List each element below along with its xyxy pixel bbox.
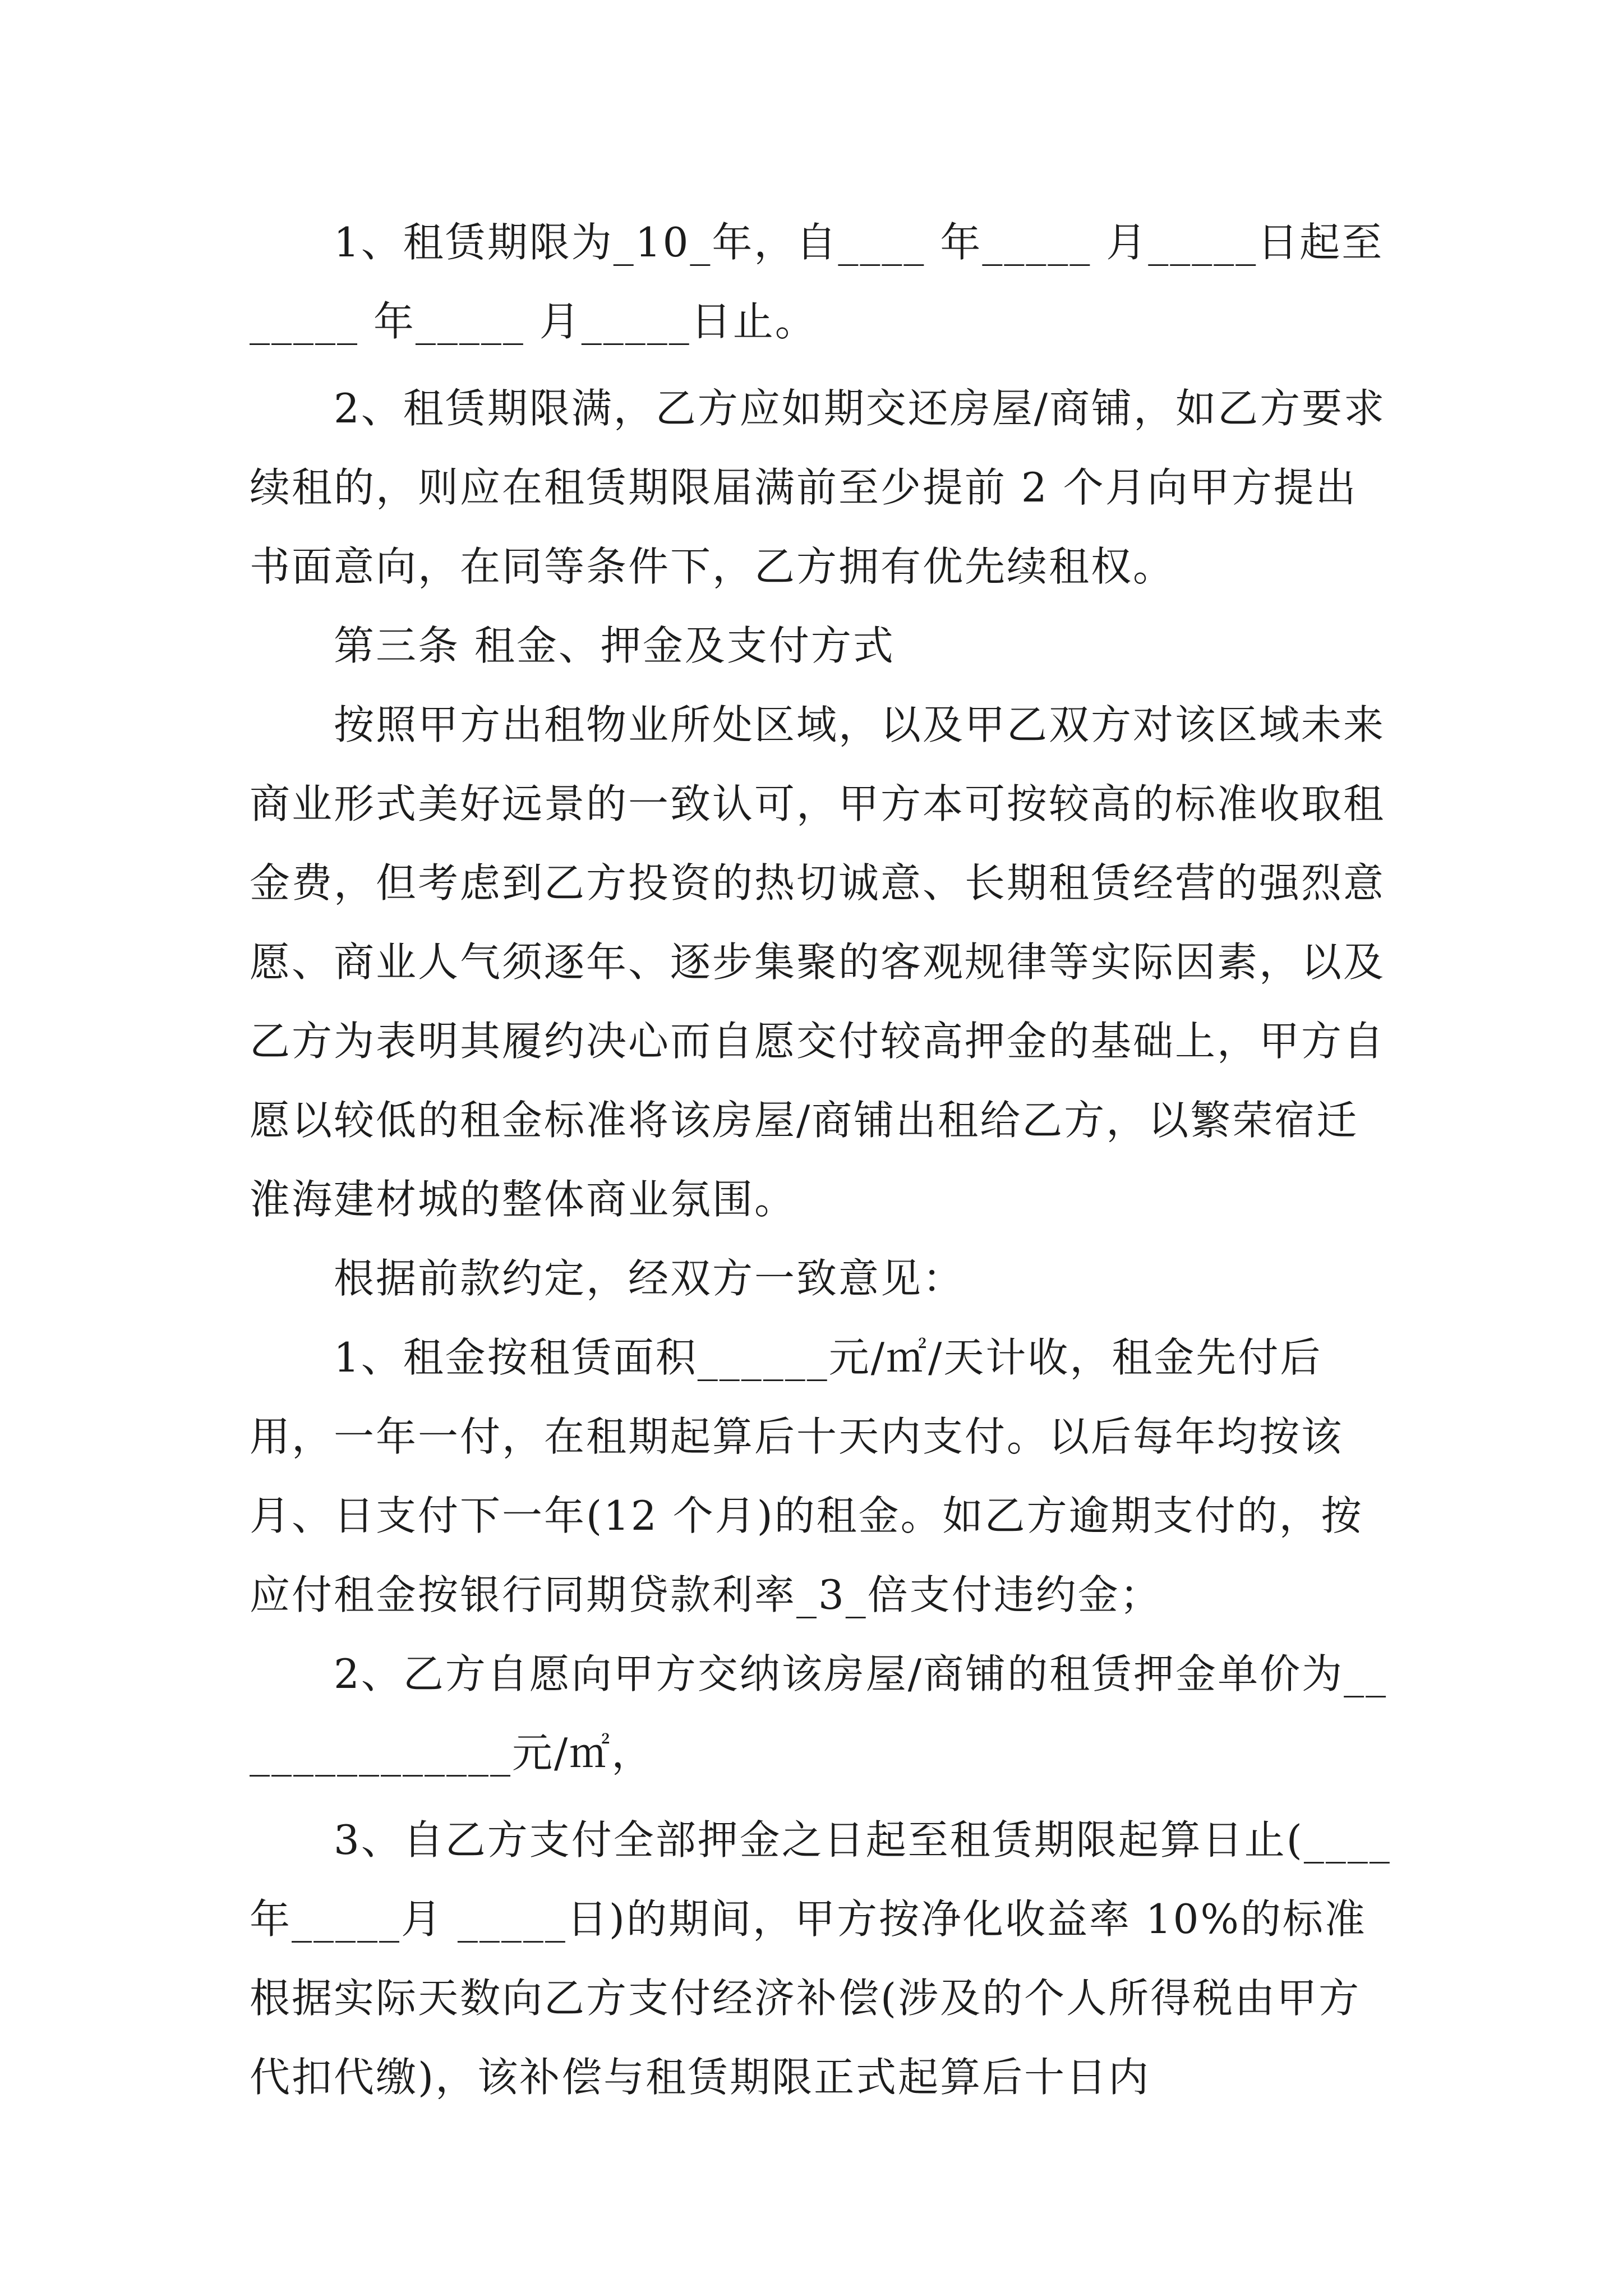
paragraph-lease-renewal: 2、租赁期限满，乙方应如期交还房屋/商铺，如乙方要求续租的，则应在租赁期限届满前至少提前 2 个月向甲方提出书面意向，在同等条件下，乙方拥有优先续租权。 [250,385,1386,590]
section-heading-rent-deposit: 第三条 租金、押金及支付方式 [334,622,895,669]
document-body [250,203,1394,2117]
paragraph-lease-term: 1、租赁期限为_10_年，自____ 年_____ 月_____日起至_____ 年_____ 月_____日止。 [250,219,1384,345]
paragraph-rent-rationale: 按照甲方出租物业所处区域，以及甲乙双方对该区域未来商业形式美好远景的一致认可，甲方本可按较高的标准收取租金费，但考虑到乙方投资的热切诚意、长期租赁经营的强烈意愿、商业人气须逐年、逐步集聚的客观规律等实际因素，以及乙方为表明其履约决心而自愿交付较高押金的基础上，甲方自愿以较低的租金标准将该房屋/商铺出租给乙方，以繁荣宿迁淮海建材城的整体商业氛围。 [250,701,1386,1223]
paragraph-agreement-intro: 根据前款约定，经双方一致意见： [334,1255,965,1302]
paragraph-compensation: 3、自乙方支付全部押金之日起至租赁期限起算日止(____ 年_____月 _____日)的期间，甲方按净化收益率 10%的标准根据实际天数向乙方支付经济补偿(涉及的个人所得税由甲方代扣代缴)，该补偿与租赁期限正式起算后十日内 [250,1816,1391,2101]
paragraph-deposit-price: 2、乙方自愿向甲方交纳该房屋/商铺的租赁押金单价为______________元/㎡， [250,1650,1388,1777]
paragraph-rent-payment: 1、租金按租赁面积______元/㎡/天计收，租金先付后用，一年一付，在租期起算后十天内支付。以后每年均按该月、日支付下一年(12 个月)的租金。如乙方逾期支付的，按应付租金按银行同期贷款利率_3_倍支付违约金； [250,1334,1363,1618]
